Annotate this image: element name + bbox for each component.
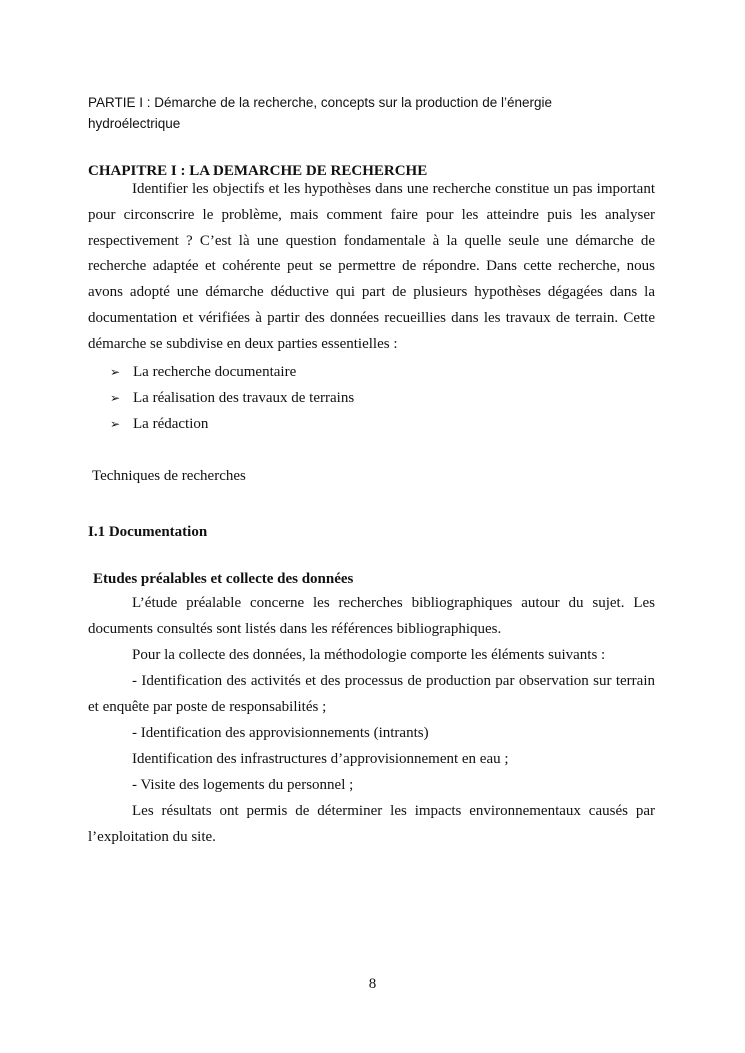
body-paragraph: Les résultats ont permis de déterminer les impacts environnementaux causés par l’exploitation du site. [88,803,655,845]
techniques-heading: Techniques de recherches [92,468,246,484]
list-item-text: La réalisation des travaux de terrains [133,390,355,406]
arrow-bullet-icon: ➢ [110,391,121,405]
list-item [110,385,354,411]
body-paragraph: - Identification des approvisionnements (intrants) [132,725,429,741]
body-paragraph: - Identification des activités et des processus de production par observation sur terrain et enquête par poste de responsabilités ; [88,673,655,715]
body-paragraph: Pour la collecte des données, la méthodologie comporte les éléments suivants : [132,647,606,663]
body-paragraph: L’étude préalable concerne les recherches bibliographiques autour du sujet. Les documents consultés sont listés dans les références bibliographiques. [88,595,655,637]
chapter-intro-text: Identifier les objectifs et les hypothèses dans une recherche constitue un pas important pour circonscrire le problème, mais comment faire pour les atteindre puis les analyser respectivement ? C’est là une question fondamentale à la quelle seule une démarche de recherche adaptée et cohérente peut se permettre de répondre. Dans cette recherche, nous avons adopté une démarche déductive qui part de plusieurs hypothèses dégagées dans la documentation et vérifiées à partir des données recueillies dans les travaux de terrain. Cette démarche se subdivise en deux parties essentielles : [88,181,655,352]
chapter-title: CHAPITRE I : LA DEMARCHE DE RECHERCHE [88,163,428,179]
arrow-bullet-icon: ➢ [110,365,121,379]
chapter-intro-paragraph [88,177,655,358]
list-item [110,411,354,437]
page-number: 8 [368,976,377,992]
documentation-heading: I.1 Documentation [88,524,208,540]
list-item-text: La rédaction [133,416,209,432]
body-paragraph: - Visite des logements du personnel ; [132,777,354,793]
list-item [110,359,354,385]
etudes-subheading: Etudes préalables et collecte des données [93,571,354,587]
arrow-bullet-icon: ➢ [110,417,121,431]
approach-bullet-list [110,359,354,437]
body-paragraph: Identification des infrastructures d’approvisionnement en eau ; [132,751,509,767]
part-title: PARTIE I : Démarche de la recherche, concepts sur la production de l’énergie hydroélectrique [88,95,552,131]
list-item-text: La recherche documentaire [133,364,297,380]
